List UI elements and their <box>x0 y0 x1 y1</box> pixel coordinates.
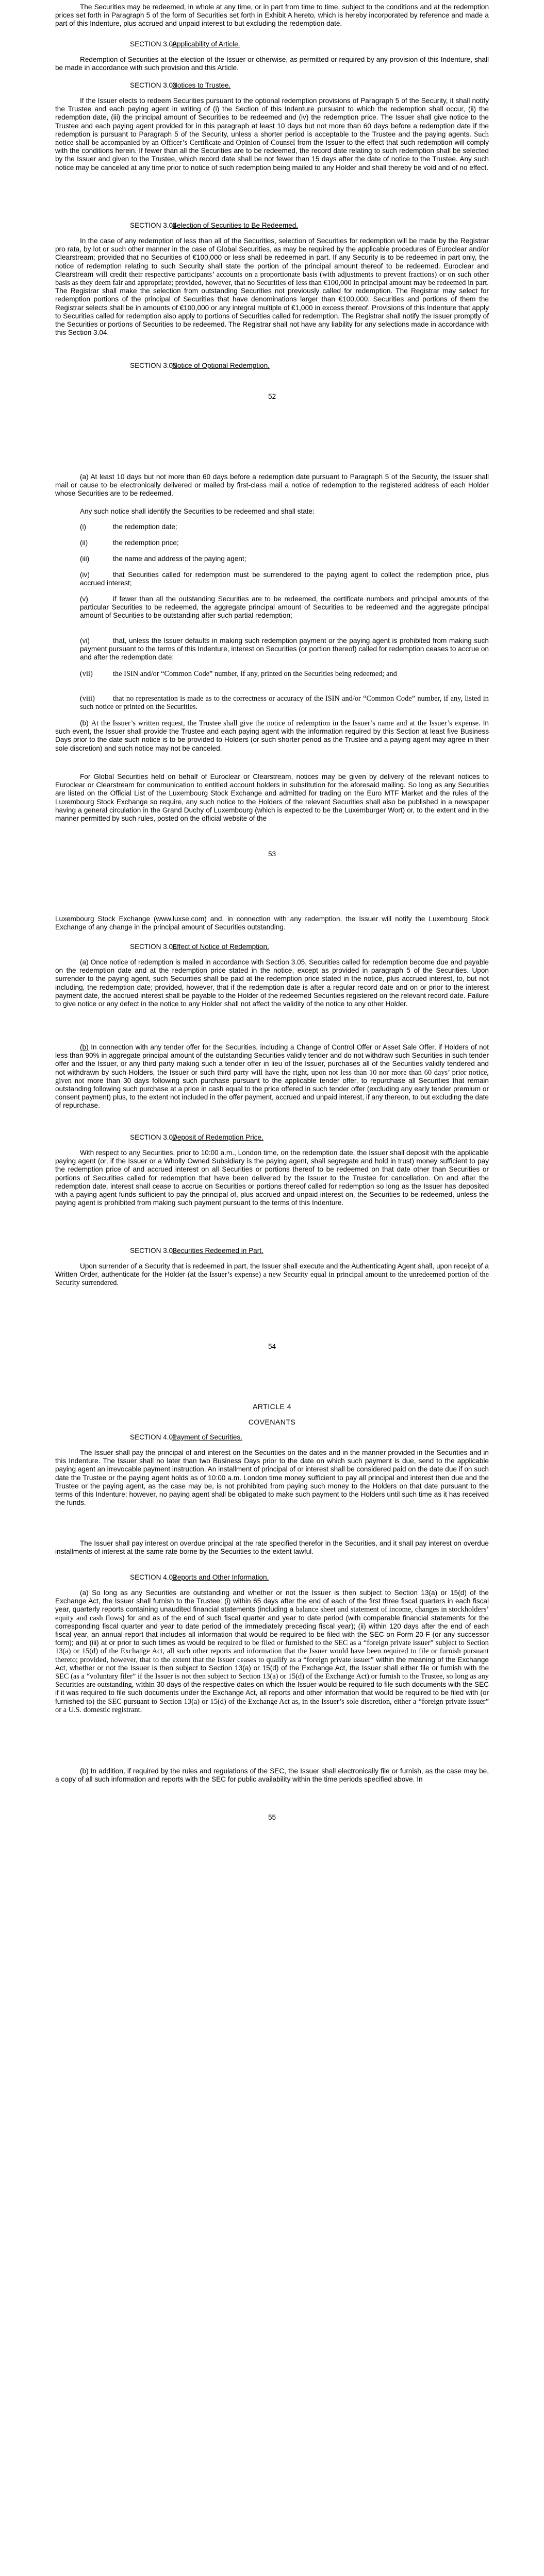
section-3-05-heading <box>130 362 270 369</box>
section-number: SECTION 3.07 <box>130 1133 177 1141</box>
serif-run: SEC (as a “voluntary filer” if the Issuer is not then subject to Section 13(a) or 15(d) of the Exchange Act) or furnish to the Trustee, so long as any Securities are outstanding, within <box>55 1672 489 1689</box>
section-3-08-serif-sentence: the Issuer’s expense) a new Security equal in principal amount to the unredeemed portion of the Security surrendered. <box>55 1270 489 1287</box>
notice-item: (viii) that no representation is made as to the correctness or accuracy of the ISIN and/or “Common Code” number, if any, listed in such notice or printed on the Securities. <box>80 694 489 711</box>
section-number: SECTION 4.02 <box>130 1573 177 1581</box>
redemption-intro-paragraph: The Securities may be redeemed, in whole at any time, or in part from time to time, subject to the conditions and at the redemption prices set forth in Paragraph 5 of the form of Securities set forth in Exhibit A hereto, which is hereby incorporated by reference and made a part of this Indenture, plus accrued and unpaid interest to but excluding the redemption date. <box>55 3 489 28</box>
section-3-03-tail: from the Issuer to the effect that such redemption will comply with the conditions herein. If fewer than all the Securities are to be redeemed, the record date relating to such redemption shall be selected by the Issuer and given to the Trustee, which record date shall be not fewer than 15 days after the date of notice to the Trustee. Any such notice may be canceled at any time prior to notice of such redemption being mailed to any Holder and shall thereby be void and of no effect. <box>55 139 489 172</box>
section-4-02-paragraph-a: (a) So long as any Securities are outstanding and whether or not the Issuer is then subject to Section 13(a) or 15(d) of the Exchange Act, the Issuer shall furnish to the Trustee: (i) within 65 days after the end of each of the first three fiscal quarters in each fiscal year, quarterly reports containing unaudited financial statements (including a balance sheet and statement of income, changes in stockholders’ equity and cash flows) for and as of the end of such fiscal quarter and year to date period (with comparable financial statements for the corresponding fiscal quarter and year to date period of the immediately preceding fiscal year); (ii) within 120 days after the end of each fiscal year, an annual report that includes all information that would be required to be filed with the SEC on Form 20-F (or any successor form); and (iii) at or prior to such times as would be required to be filed or furnished to the SEC as a “foreign private issuer” subject to Section 13(a) or 15(d) of the Exchange Act, all such other reports and information that the Issuer would have been required to file or furnish pursuant thereto; provided, however, that to the extent that the Issuer ceases to qualify as a “foreign private issuer” within the meaning of the Exchange Act, whether or not the Issuer is then subject to Section 13(a) or 15(d) of the Exchange Act, the Issuer shall either file or furnish with the SEC (as a “voluntary filer” if the Issuer is not then subject to Section 13(a) or 15(d) of the Exchange Act) or furnish to the Trustee, so long as any Securities are outstanding, within 30 days of the respective dates on which the Issuer would be required to file such documents with the SEC if it was required to file such documents under the Exchange Act, all reports and other information that would be required to be filed with (or furnished to) the SEC pursuant to Section 13(a) or 15(d) of the Exchange Act as, in the Issuer’s sole discretion, either a “foreign private issuer” or a U.S. domestic registrant. <box>55 1589 489 1714</box>
section-3-02-heading <box>130 40 240 48</box>
section-3-03-serif-sentence: Such notice shall be accompanied by an Officer’s Certificate and Opinion of Counsel <box>55 130 489 147</box>
section-3-04-part-b: The Registrar shall make the selection from outstanding Securities not previously called for redemption. The Registrar may select for redemption portions of the principal of Securities that have denominations larger than €100,000. Securities and portions of them the Registrar selects shall be in amounts of €100,000 or any integral multiple of €1,000 in excess thereof. Provisions of this Indenture that apply to Securities called for redemption also apply to portions of Securities called for redemption. The Registrar shall notify the Issuer promptly of the Securities or portions of Securities to be redeemed. The Registrar shall not have any liability for any selections made in accordance with this Section 3.04. <box>55 287 489 337</box>
notice-paragraph-a: (a) At least 10 days but not more than 60 days before a redemption date pursuant to Paragraph 5 of the Security, the Issuer shall mail or cause to be electronically delivered or mailed by first-class mail a notice of redemption to the registered address of each Holder whose Securities are to be redeemed. <box>55 473 489 498</box>
luxembourg-continuation-paragraph: Luxembourg Stock Exchange (www.luxse.com) and, in connection with any redemption, the Issuer will notify the Luxembourg Stock Exchange of any change in the principal amount of Securities outstanding. <box>55 915 489 931</box>
section-number: SECTION 3.06 <box>130 943 177 951</box>
serif-run: balance sheet and statement of income, changes in stockholders’ equity and cash flows) <box>55 1605 489 1622</box>
section-3-03-main: If the Issuer elects to redeem Securities pursuant to the optional redemption provisions of Paragraph 5 of the Security, it shall notify the Trustee and each paying agent in writing of (i) the Section of this Indenture pursuant to which the redemption shall occur, (ii) the redemption date, (iii) the principal amount of Securities to be redeemed and (iv) the redemption price. The Issuer shall give notice to the Trustee and each paying agent provided for in this paragraph at least 10 days but not more than 60 days before a redemption date if the redemption is pursuant to Paragraph 5 of the Security, unless a shorter period is acceptable to the Trustee and the paying agents. <box>55 97 489 138</box>
section-number: SECTION 3.08 <box>130 1247 177 1255</box>
section-3-03-heading <box>130 81 230 89</box>
section-3-06-paragraph-b: (b) In connection with any tender offer for the Securities, including a Change of Control Offer or Asset Sale Offer, if Holders of not less than 90% in aggregate principal amount of the outstanding Securities validly tender and do not withdraw such Securities in such tender offer and the Issuer, or any third party making such a tender offer in lieu of the Issuer, purchases all of the Securities validly tendered and not withdrawn by such Holders, the Issuer or such third party will have the right, upon not less than 10 nor more than 60 days’ prior notice, given not more than 30 days following such purchase pursuant to the applicable tender offer, to repurchase all Securities that remain outstanding following such purchase at a price in cash equal to the price offered in such tender offer (excluding any early tender premium or consent payment) plus, to the extent not included in the offer payment, accrued and unpaid interest, if any thereon, to but excluding the date of repurchase. <box>55 1043 489 1110</box>
section-number: SECTION 3.05 <box>130 362 177 369</box>
section-3-06-paragraph-a: (a) Once notice of redemption is mailed in accordance with Section 3.05, Securities called for redemption become due and payable on the redemption date and at the redemption price stated in the notice, except as provided in paragraph 5 of the Securities. Upon surrender to the paying agent, such Securities shall be paid at the redemption price stated in the notice, plus accrued interest, to, but not including, the redemption date; provided, however, that if the redemption date is after a regular record date and on or prior to the interest payment date, the accrued interest shall be payable to the Holder of the redeemed Securities registered on the relevant record date. Failure to give notice or any defect in the notice to any Holder shall not affect the validity of the notice to any other Holder. <box>55 958 489 1008</box>
section-3-07-body: With respect to any Securities, prior to 10:00 a.m., London time, on the redemption date, the Issuer shall deposit with the applicable paying agent (or, if the Issuer or a Wholly Owned Subsidiary is the paying agent, shall segregate and hold in trust) money sufficient to pay the redemption price of and accrued interest on all Securities or portions thereof to be redeemed on that date other than Securities or portions of Securities called for redemption that have been delivered by the Issuer to the Trustee for cancellation. On and after the redemption date, interest shall cease to accrue on Securities or portions thereof called for redemption so long as the Issuer has deposited with a paying agent funds sufficient to pay the principal of, plus accrued and unpaid interest on, the Securities to be redeemed, unless the paying agent is prohibited from making such payment pursuant to the terms of this Indenture. <box>55 1149 489 1207</box>
section-3-02-body: Redemption of Securities at the election of the Issuer or otherwise, as permitted or required by any provision of this Indenture, shall be made in accordance with such provision and this Article. <box>55 56 489 72</box>
notice-list-lead: Any such notice shall identify the Securities to be redeemed and shall state: <box>80 507 315 515</box>
section-title: Notices to Trustee. <box>172 81 231 89</box>
notice-item: (i) the redemption date; <box>80 523 177 531</box>
section-title: Securities Redeemed in Part. <box>172 1247 263 1255</box>
section-3-04-serif-sentence: will credit their respective participants’ accounts on a proportionate basis (with adjustments to prevent fractions) or on such other basis as they deem fair and appropriate; provided, however, that no Securities of less than €100,000 in principal amount may be redeemed in part. <box>55 270 489 287</box>
section-4-01-body-2: The Issuer shall pay interest on overdue principal at the rate specified therefor in the Securities, and it shall pay interest on overdue installments of interest at the same rate borne by the Securities to the extent lawful. <box>55 1539 489 1556</box>
section-title: Deposit of Redemption Price. <box>172 1133 263 1141</box>
notice-item: (vii) the ISIN and/or “Common Code” number, if any, printed on the Securities being redeemed; and <box>80 670 397 678</box>
covenants-heading: COVENANTS <box>248 1418 296 1426</box>
section-title: Effect of Notice of Redemption. <box>172 943 269 951</box>
section-4-02-paragraph-b: (b) In addition, if required by the rules and regulations of the SEC, the Issuer shall electronically file or furnish, as the case may be, a copy of all such information and reports with the SEC for public availability within the time periods specified above. In <box>55 1767 489 1784</box>
section-3-04-part-a: In the case of any redemption of less than all of the Securities, selection of Securities for redemption will be made by the Registrar pro rata, by lot or such other manner in the case of Global Securities, as may be required by the applicable procedures of Euroclear and/or Clearstream; provided that no Securities of €100,000 or less shall be redeemed in part. If any Security is to be redeemed in part only, the notice of redemption relating to such Security shall state the portion of the principal amount thereof to be redeemed. Euroclear and Clearstream <box>55 237 489 278</box>
section-3-04-body <box>55 237 489 337</box>
section-title: Applicability of Article. <box>172 40 240 48</box>
page-number: 54 <box>268 1343 276 1350</box>
section-3-08-heading <box>130 1247 263 1255</box>
page-number: 55 <box>268 1814 276 1821</box>
paragraph-b-serif-sentence: At the Issuer’s written request, the Trustee shall give the notice of redemption in the Issuer’s name and at the Issuer’s expense. <box>91 719 481 727</box>
section-number: SECTION 3.02 <box>130 40 177 48</box>
section-4-01-body-1: The Issuer shall pay the principal of and interest on the Securities on the dates and in the manner provided in the Securities and in this Indenture. The Issuer shall no later than two Business Days prior to the date on which such payment is due, send to the applicable paying agent an irrevocable payment instruction. An installment of principal of or interest shall be considered paid on the date due if on such date the Trustee or the paying agent holds as of 10:00 a.m. London time money sufficient to pay all principal and interest then due and the Trustee or the paying agent, as the case may be, is not prohibited from paying such money to the Holders on that date pursuant to the terms of this Indenture; however, no paying agent shall be obligated to make such payment to the Holders until such time as it has received the funds. <box>55 1449 489 1507</box>
section-number: SECTION 3.04 <box>130 222 177 229</box>
section-title: Payment of Securities. <box>172 1433 242 1441</box>
notice-item: (iii) the name and address of the paying agent; <box>80 555 246 563</box>
paragraph-b-serif-sentence: party will have the right, upon not less than 10 nor more than 60 days’ prior notice, given not <box>55 1068 489 1085</box>
page-number: 53 <box>268 850 276 858</box>
global-securities-notice-paragraph: For Global Securities held on behalf of Euroclear or Clearstream, notices may be given by delivery of the relevant notices to Euroclear or Clearstream for communication to entitled account holders in substitution for the aforesaid mailing. So long as any Securities are listed on the Official List of the Luxembourg Stock Exchange and admitted for trading on the Euro MTF Market and the rules of the Luxembourg Stock Exchange so require, any such notice to the Holders of the relevant Securities shall also be published in a newspaper having a general circulation in the Grand Duchy of Luxembourg (which is expected to be the Luxemburger Wort) or, to the extent and in the manner permitted by such rules, posted on the official website of the <box>55 773 489 823</box>
article-heading: ARTICLE 4 <box>252 1402 292 1411</box>
section-title: Selection of Securities to Be Redeemed. <box>172 222 299 229</box>
notice-item: (iv) that Securities called for redemption must be surrendered to the paying agent to collect the redemption price, plus accrued interest; <box>80 571 489 587</box>
notice-item: (v) if fewer than all the outstanding Securities are to be redeemed, the certificate numbers and principal amounts of the particular Securities to be redeemed, the aggregate principal amount of Securities to be redeemed and the aggregate principal amount of Securities to be outstanding after such partial redemption; <box>80 595 489 620</box>
section-3-06-heading <box>130 943 269 951</box>
section-title: Reports and Other Information. <box>172 1573 269 1581</box>
notice-paragraph-b: (b) At the Issuer’s written request, the Trustee shall give the notice of redemption in the Issuer’s name and at the Issuer’s expense. In such event, the Issuer shall provide the Trustee and each paying agent with the information required by this Section at least five Business Days prior to the date such notice is to be provided to Holders (or such shorter period as the Trustee and a paying agent may agree in their sole discretion) and such notice may not be canceled. <box>55 719 489 752</box>
section-3-03-body <box>55 97 489 172</box>
section-3-04-heading <box>130 222 298 229</box>
section-number: SECTION 3.03 <box>130 81 177 89</box>
serif-run: to) the SEC pursuant to Section 13(a) or 15(d) of the Exchange Act as, in the Issuer’s sole discretion, either a “foreign private issuer” or a U.S. domestic registrant. <box>55 1697 489 1714</box>
page-number: 52 <box>268 393 276 400</box>
serif-run: required to be filed or furnished to the SEC as a “foreign private issuer” subject to Section 13(a) or 15(d) of the Exchange Act, all such other reports and information that the Issuer would have been required to file or furnish pursuant thereto; provided, however, that to the extent that the Issuer ceases to qualify as a “foreign private issuer” <box>55 1639 489 1664</box>
section-4-01-heading <box>130 1433 242 1441</box>
section-4-02-heading <box>130 1573 269 1581</box>
notice-item: (ii) the redemption price; <box>80 539 179 547</box>
section-title: Notice of Optional Redemption. <box>172 362 270 369</box>
section-number: SECTION 4.01 <box>130 1433 177 1441</box>
section-3-08-body: Upon surrender of a Security that is redeemed in part, the Issuer shall execute and the Authenticating Agent shall, upon receipt of a Written Order, authenticate for the Holder (at the Issuer’s expense) a new Security equal in principal amount to the unredeemed portion of the Security surrendered. <box>55 1262 489 1287</box>
section-3-07-heading <box>130 1133 263 1141</box>
notice-item: (vi) that, unless the Issuer defaults in making such redemption payment or the paying agent is prohibited from making such payment pursuant to the terms of this Indenture, interest on Securities (or portion thereof) called for redemption ceases to accrue on and after the redemption date; <box>80 637 489 662</box>
